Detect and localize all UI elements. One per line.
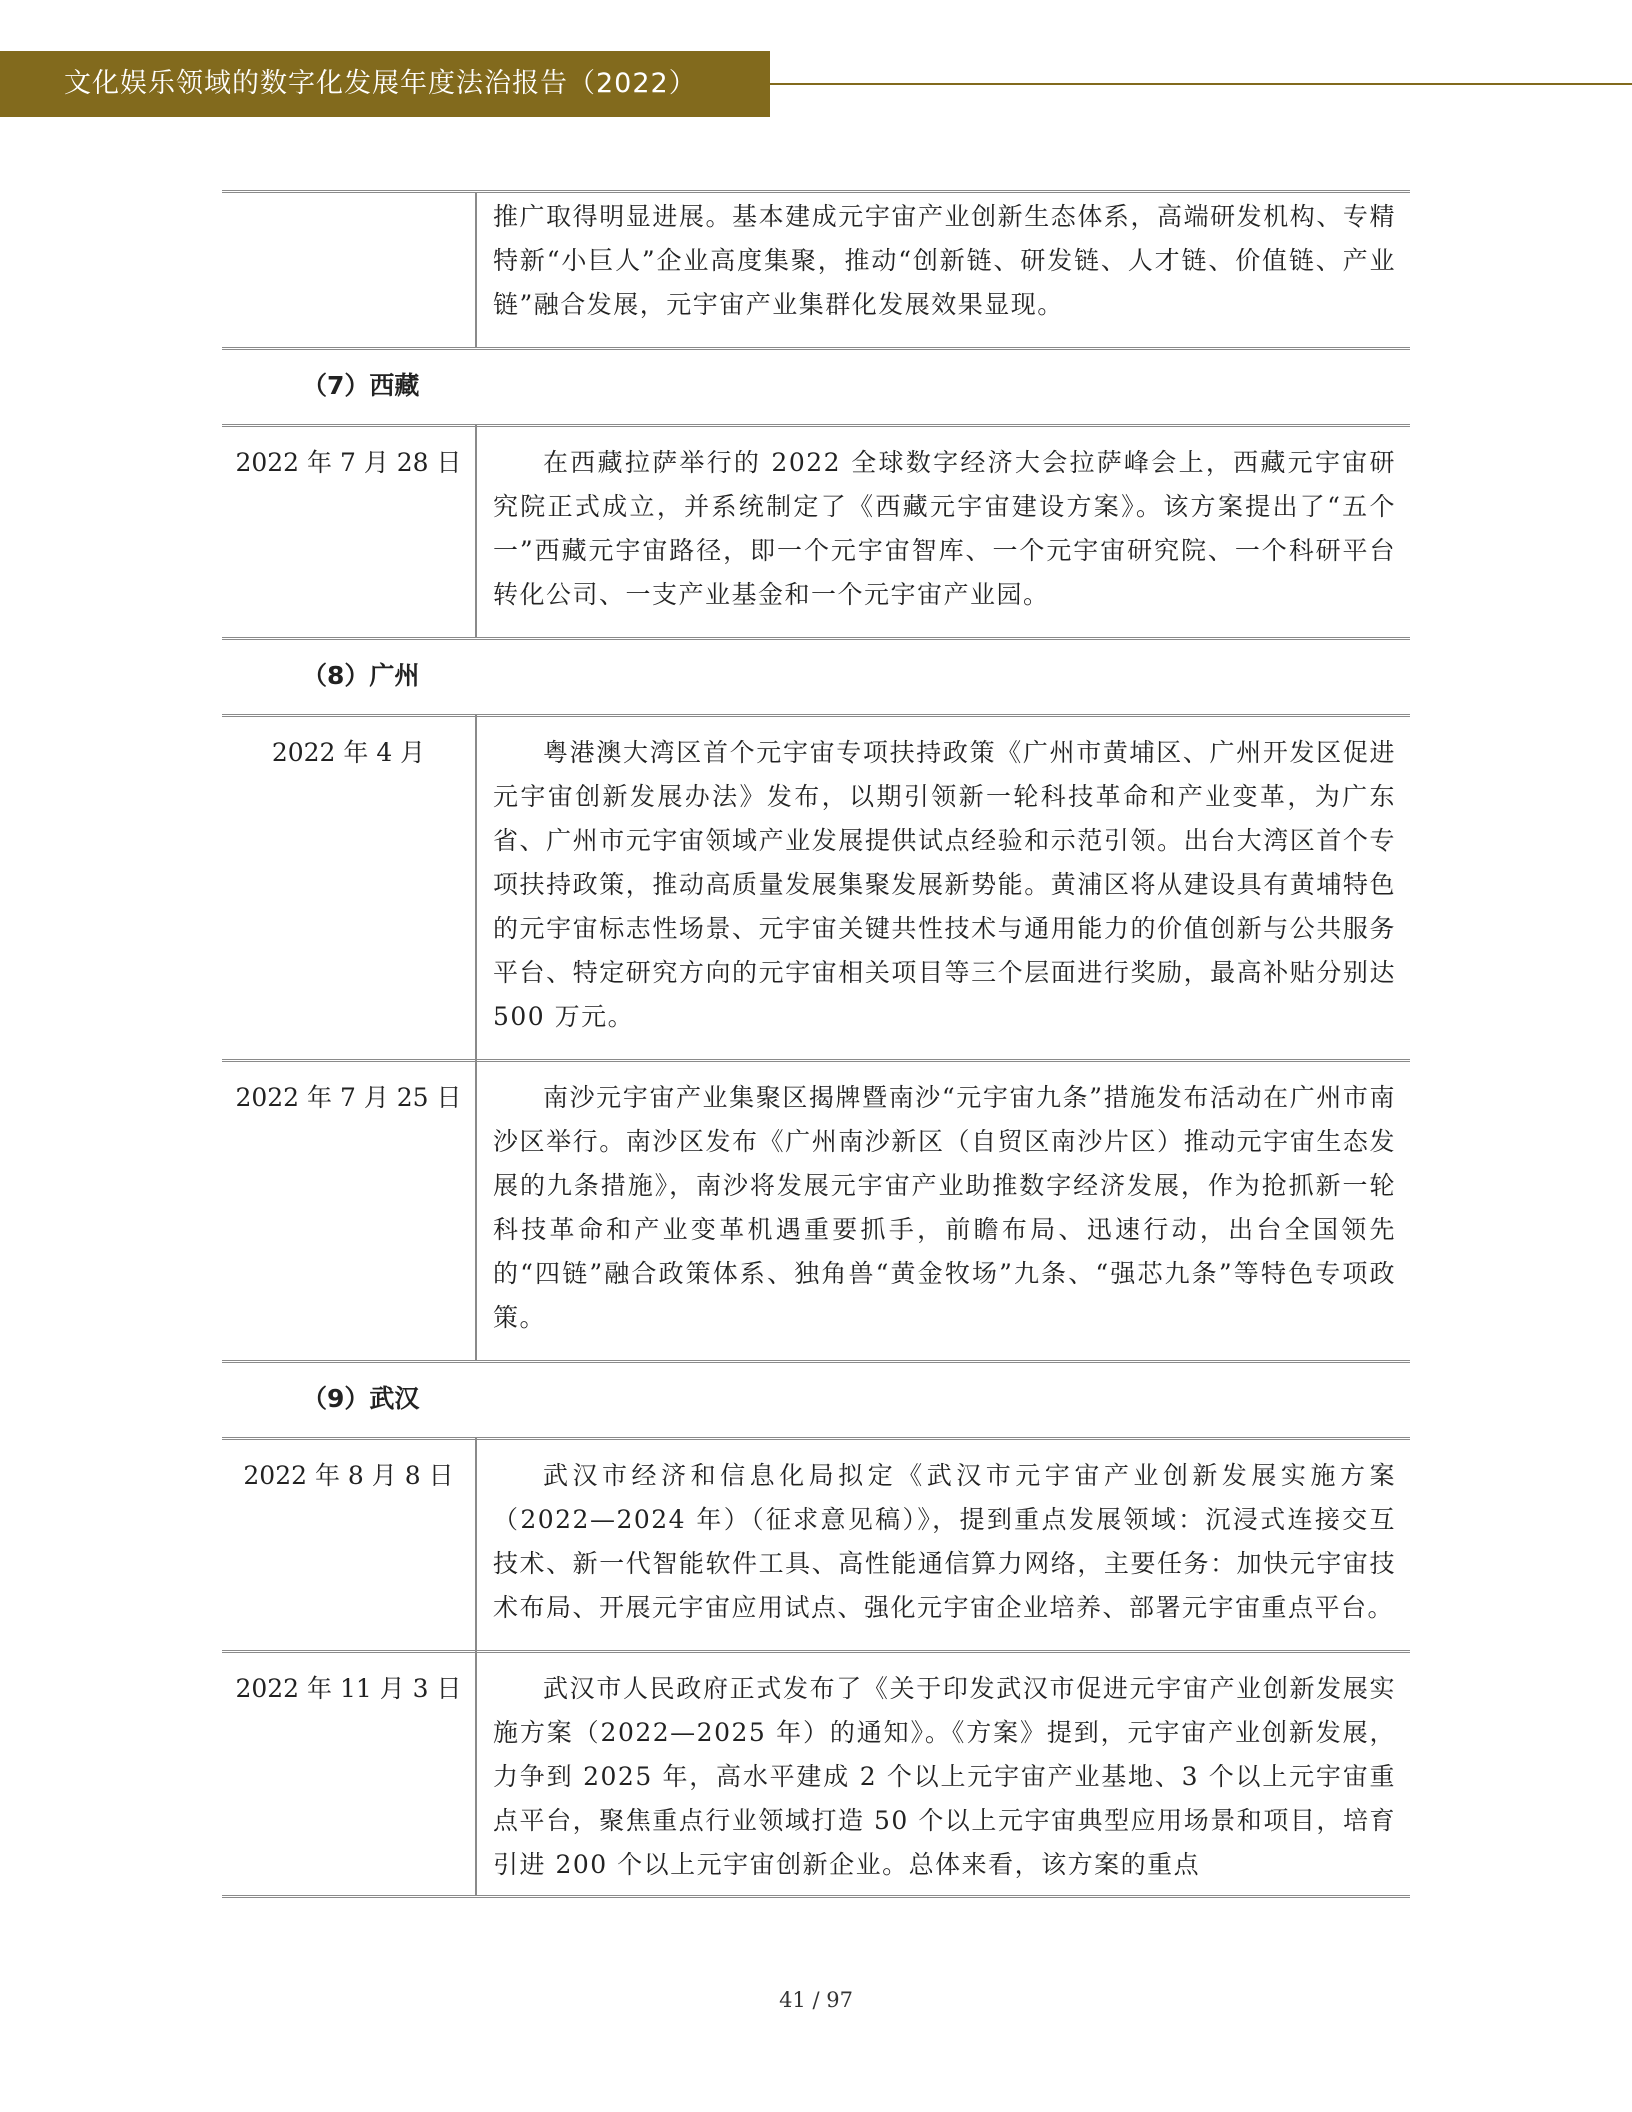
section-heading-row xyxy=(222,1360,1410,1437)
entry-date: 2022 年 7 月 28 日 xyxy=(222,424,477,637)
entry-text: 在西藏拉萨举行的 2022 全球数字经济大会拉萨峰会上，西藏元宇宙研究院正式成立，并系统制定了《西藏元宇宙建设方案》。该方案提出了“五个一”西藏元宇宙路径，即一个元宇宙智库、一个元宇宙研究院、一个科研平台转化公司、一支产业基金和一个元宇宙产业园。 xyxy=(493,448,1396,609)
section-heading-row xyxy=(222,637,1410,714)
report-title: 文化娱乐领域的数字化发展年度法治报告（2022） xyxy=(64,68,697,99)
table-row xyxy=(222,193,1410,347)
section-heading-row xyxy=(222,347,1410,424)
entry-text: 粤港澳大湾区首个元宇宙专项扶持政策《广州市黄埔区、广州开发区促进元宇宙创新发展办法》发布，以期引领新一轮科技革命和产业变革，为广东省、广州市元宇宙领域产业发展提供试点经验和示范引领。出台大湾区首个专项扶持政策，推动高质量发展集聚发展新势能。黄浦区将从建设具有黄埔特色的元宇宙标志性场景、元宇宙关键共性技术与通用能力的价值创新与公共服务平台、特定研究方向的元宇宙相关项目等三个层面进行奖励，最高补贴分别达 500 万元。 xyxy=(493,738,1396,1031)
section-title: （9）武汉 xyxy=(302,1384,420,1413)
page-number: 41 / 97 xyxy=(779,1988,853,2012)
entry-date: 2022 年 11 月 3 日 xyxy=(222,1650,477,1895)
table-row xyxy=(222,1437,1410,1650)
entry-text: 推广取得明显进展。基本建成元宇宙产业创新生态体系，高端研发机构、专精特新“小巨人”企业高度集聚，推动“创新链、研发链、人才链、价值链、产业链”融合发展，元宇宙产业集群化发展效果显现。 xyxy=(493,202,1396,319)
table-row xyxy=(222,1650,1410,1895)
timeline-table xyxy=(222,190,1410,1895)
entry-date: 2022 年 7 月 25 日 xyxy=(222,1059,477,1360)
entry-text: 武汉市经济和信息化局拟定《武汉市元宇宙产业创新发展实施方案（2022—2024 年）（征求意见稿）》，提到重点发展领域：沉浸式连接交互技术、新一代智能软件工具、高性能通信算力网络，主要任务：加快元宇宙技术布局、开展元宇宙应用试点、强化元宇宙企业培养、部署元宇宙重点平台。 xyxy=(493,1461,1396,1622)
entry-date: 2022 年 8 月 8 日 xyxy=(222,1437,477,1650)
section-title: （7）西藏 xyxy=(302,371,420,400)
section-title: （8）广州 xyxy=(302,661,420,690)
table-row xyxy=(222,424,1410,637)
date-cell xyxy=(222,193,477,347)
table-row xyxy=(222,714,1410,1059)
entry-text: 武汉市人民政府正式发布了《关于印发武汉市促进元宇宙产业创新发展实施方案（2022—2025 年）的通知》。《方案》提到，元宇宙产业创新发展，力争到 2025 年，高水平建成 2 个以上元宇宙产业基地、3 个以上元宇宙重点平台，聚焦重点行业领域打造 50 个以上元宇宙典型应用场景和项目，培育引进 200 个以上元宇宙创新企业。总体来看，该方案的重点 xyxy=(493,1674,1396,1879)
entry-date: 2022 年 4 月 xyxy=(222,714,477,1059)
header-rule xyxy=(770,83,1632,85)
table-row xyxy=(222,1059,1410,1360)
entry-text: 南沙元宇宙产业集聚区揭牌暨南沙“元宇宙九条”措施发布活动在广州市南沙区举行。南沙区发布《广州南沙新区（自贸区南沙片区）推动元宇宙生态发展的九条措施》，南沙将发展元宇宙产业助推数字经济发展，作为抢抓新一轮科技革命和产业变革机遇重要抓手，前瞻布局、迅速行动，出台全国领先的“四链”融合政策体系、独角兽“黄金牧场”九条、“强芯九条”等特色专项政策。 xyxy=(493,1083,1396,1332)
header-band xyxy=(0,51,770,117)
